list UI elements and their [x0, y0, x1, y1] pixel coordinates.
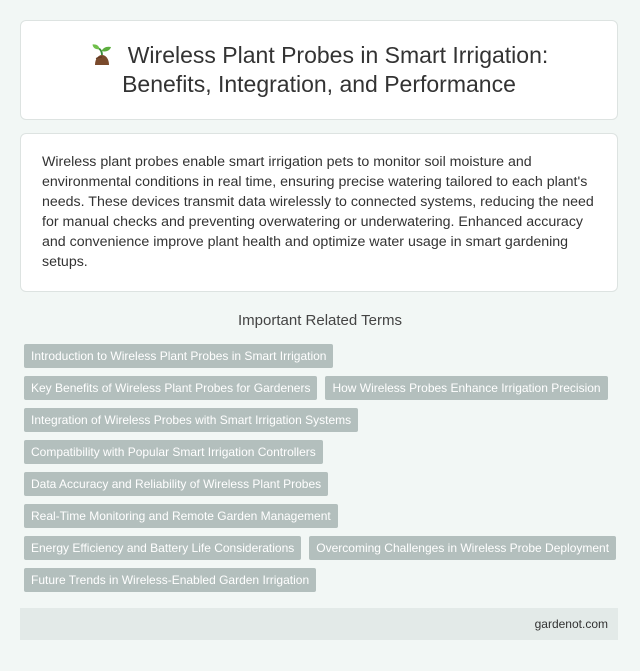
page-title: [90, 41, 549, 99]
related-terms-list: [24, 344, 620, 600]
related-term-tag[interactable]: Introduction to Wireless Plant Probes in Smart Irrigation: [24, 344, 333, 368]
related-term-tag[interactable]: How Wireless Probes Enhance Irrigation Precision: [325, 376, 607, 400]
tag-row: [24, 536, 620, 560]
sprout-icon: [90, 42, 114, 66]
tag-row: [24, 504, 620, 528]
related-term-tag[interactable]: Energy Efficiency and Battery Life Considerations: [24, 536, 301, 560]
related-term-tag[interactable]: Integration of Wireless Probes with Smart Irrigation Systems: [24, 408, 358, 432]
related-term-tag[interactable]: Overcoming Challenges in Wireless Probe Deployment: [309, 536, 616, 560]
footer: [20, 608, 618, 640]
tag-row: [24, 568, 620, 592]
tag-row: [24, 472, 620, 496]
tag-row: [24, 408, 620, 432]
tag-row: [24, 440, 620, 464]
tag-row: [24, 376, 620, 400]
related-term-tag[interactable]: Data Accuracy and Reliability of Wireless Plant Probes: [24, 472, 328, 496]
summary-card: [20, 133, 618, 292]
footer-site-link[interactable]: gardenot.com: [534, 617, 608, 631]
title-text-line-1: Wireless Plant Probes in Smart Irrigation:: [127, 42, 549, 68]
page-title-line-1: [90, 41, 549, 70]
page-title-line-2: Benefits, Integration, and Performance: [122, 71, 516, 97]
related-terms-heading: Important Related Terms: [238, 312, 402, 329]
related-term-tag[interactable]: Real-Time Monitoring and Remote Garden Management: [24, 504, 338, 528]
title-card: [20, 20, 618, 120]
related-term-tag[interactable]: Future Trends in Wireless-Enabled Garden Irrigation: [24, 568, 316, 592]
summary-text: Wireless plant probes enable smart irrigation pets to monitor soil moisture and environmental conditions in real time, ensuring precise watering tailored to each plant's needs. These devices transmit data wirelessly to connected systems, reducing the need for manual checks and preventing overwatering or underwatering. Enhanced accuracy and convenience improve plant health and optimize water usage in smart gardening setups.: [42, 154, 594, 270]
tag-row: [24, 344, 620, 368]
related-term-tag[interactable]: Compatibility with Popular Smart Irrigation Controllers: [24, 440, 323, 464]
related-term-tag[interactable]: Key Benefits of Wireless Plant Probes for Gardeners: [24, 376, 317, 400]
